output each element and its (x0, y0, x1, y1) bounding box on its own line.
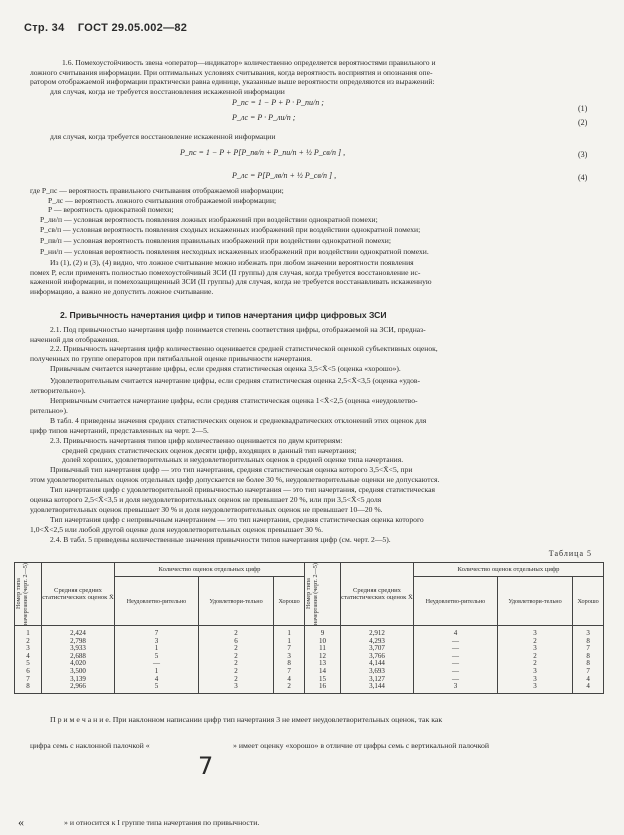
note-line: » и относится к I группе типа начертания по привычности. (64, 818, 260, 827)
conclusion-line: информацию, а важно не допустить ложное считывание. (30, 286, 214, 296)
intro-line: для случая, когда не требуется восстановления искаженной информации (50, 86, 285, 96)
body-line: Удовлетворительным считается начертание цифры, если средняя статистическая оценка 2,5<X̄<3,5 (оценка «удов- (50, 376, 421, 385)
standard-code: ГОСТ 29.05.002—82 (77, 22, 188, 34)
col-type-header: Номер типа начертания (черт. 2—5) (304, 563, 340, 626)
page-number: Стр. 34 (24, 22, 65, 34)
where-line: P_пв/п — условная вероятность появления правильных изображений при воздействии однократной помехи; (40, 236, 391, 245)
body-line: 2.1. Под привычностью начертания цифр понимается степень соответствия цифры, отображаемой на ЗСИ, предназ- (50, 325, 426, 334)
intro-line: ложного считывания информации. При оптимальных условиях считывания, когда вероятность восприятия и опознания опе- (30, 67, 433, 77)
table-row: 8 2,966 5 3 2 16 3,144 3 3 4 (15, 683, 604, 693)
body-line: рительно»). (30, 405, 68, 415)
section-title: 2. Привычность начертания цифр и типов начертания цифр цифровых ЗСИ (60, 310, 387, 320)
table-row: 6 3,500 1 2 7 14 3,693 — 3 7 (15, 668, 604, 676)
body-line: оценка которого 2,5<X̄<3,5 и доля неудовлетворительных оценок не превышает 20 %, или при 3,5<X̄<5 доля (30, 495, 382, 504)
body-line: средней средних статистических оценок десяти цифр, входящих в данный тип начертания; (62, 445, 357, 455)
mid-line: для случая, когда требуется восстановление искаженной информации (50, 132, 276, 141)
where-line: P_св/п — условная вероятность появления сходных искаженных изображений при воздействии однократной помехи; (40, 225, 421, 234)
body-line: 2.3. Привычность начертания типов цифр количественно оценивается по двум критериям: (50, 436, 343, 445)
where-line: где P_пс — вероятность правильного считывания отображаемой информации; (30, 186, 284, 195)
body-line: Привычный тип начертания цифр — это тип начертания, средняя статистическая оценка которого 3,5<X̄<5, при (50, 465, 413, 474)
body-line: Тип начертания цифр с непривычным начертанием — это тип начертания, средняя статистическая оценка которого (50, 515, 424, 524)
body-line: Привычным считается начертание цифры, если средняя статистическая оценка 3,5<X̄<5 (оценка «хорошо»). (50, 364, 401, 373)
note-line: » имеет оценку «хорошо» в отличие от цифры семь с вертикальной палочкой (233, 741, 490, 750)
note-line: цифра семь с наклонной палочкой « (30, 741, 150, 750)
table-row: 2 2,798 3 6 1 10 4,293 — 2 8 (15, 638, 604, 646)
note-line: П р и м е ч а н и е. При наклонном написании цифр тип начертания 3 не имеет неудовлетворительных оценок, так как (50, 715, 443, 724)
vertical-seven-mark: « (18, 815, 24, 829)
body-line: Непривычным считается начертание цифры, если средняя статистическая оценка 1<X̄<2,5 (оценка «неудовлетво- (50, 396, 418, 405)
col-mean-header: Средняя средних статистических оценок X̄ (340, 563, 413, 626)
formula-3: P_пс = 1 − P + P[P_пв/п + P_пи/п + ½ P_св/п ] , (180, 148, 346, 157)
intro-line: 1.6. Помехоустойчивость звена «оператор—индикатор» количественно определяется вероятностями правильного и (62, 58, 436, 67)
slanted-seven-glyph: 7 (198, 752, 214, 780)
body-line: долей хороших, удовлетворительных и неудовлетворительных оценок в средней оценке типа начертания. (62, 455, 404, 464)
formula-4-number: (4) (578, 173, 588, 182)
intro-line: ратором отображаемой информации практически равна единице, указанные выше вероятности определяются из выражений: (30, 77, 435, 86)
body-line: летворительно»). (30, 385, 86, 395)
body-line: полученных по группе операторов при пятибалльной оценке привычности начертания. (30, 353, 312, 363)
body-line: Тип начертания цифр с удовлетворительной привычностью начертания — это тип начертания, средняя статистическая (50, 485, 435, 494)
col-mean-header: Средняя средних статистических оценок X̄ (42, 563, 115, 626)
formula-3-number: (3) (578, 150, 588, 159)
where-line: P_ни/п — условная вероятность появления несходных искаженных изображений при воздействии однократной помехи. (40, 247, 429, 256)
body-line: этом удовлетворительных оценок отдельных цифр допускается не более 30 %, неудовлетворительные оценки не допускаются. (30, 475, 440, 484)
table-row: 7 3,139 4 2 4 15 3,127 — 3 4 (15, 676, 604, 684)
body-line: цифр типов начертаний, представленных на черт. 2—5. (30, 425, 209, 435)
table-row: 5 4,020 — 2 8 13 4,144 — 2 8 (15, 660, 604, 668)
col-good-header: Хорошо (274, 577, 305, 626)
body-line: наченной для отображения. (30, 334, 120, 344)
body-line: удовлетворительных оценок превышает 30 % и доля неудовлетворительных оценок не превышает 10—20 %. (30, 505, 383, 514)
col-ok-header: Удовлетвори-тельно (198, 577, 273, 626)
formula-4: P_лс = P[P_лв/п + ½ P_св/п ] , (232, 171, 337, 180)
body-line: 2.4. В табл. 5 приведены количественные значения привычности типов начертания цифр (см. черт. 2—5). (50, 535, 391, 544)
body-line: В табл. 4 приведены значения средних статистических оценок и среднеквадратических отклонений этих оценок для (50, 416, 427, 425)
formula-2: P_лс = P · P_ли/п ; (232, 113, 296, 122)
table-row: 4 2,688 5 2 3 12 3,766 — 2 8 (15, 653, 604, 661)
formula-2-number: (2) (578, 118, 588, 127)
formula-1-number: (1) (578, 104, 588, 113)
where-line: P_ли/п — условная вероятность появления ложных изображений при воздействии однократной помехи; (40, 215, 378, 224)
col-group-header: Количество оценок отдельных цифр (115, 563, 305, 577)
col-type-header: Номер типа начертания (черт. 2—5) (15, 563, 42, 626)
formula-1: P_пс = 1 − P + P · P_пи/п ; (232, 98, 324, 107)
conclusion-line: Из (1), (2) и (3), (4) видно, что ложное считывание можно избежать при любом значении вероятности появления (50, 258, 414, 267)
table-row: 1 2,424 7 2 1 9 2,912 4 3 3 (15, 626, 604, 638)
body-line: 2.2. Привычность начертания цифр количественно оценивается средней статистической оценкой субъективных оценок, (50, 344, 438, 353)
table-5 (14, 562, 604, 694)
where-line: P — вероятность однократной помехи; (48, 205, 174, 214)
table-caption: Таблица 5 (548, 549, 592, 558)
col-group-header: Количество оценок отдельных цифр (413, 563, 603, 577)
body-line: 1,0<X̄<2,5 или любой другой оценке доля неудовлетворительных оценок превышает 30 %. (30, 525, 323, 534)
conclusion-line: помех P, если применять полностью помехоустойчивый ЗСИ (II группы) для случая, когда требуется восстановление ис- (30, 267, 421, 277)
col-bad-header: Неудовлетво-рительно (115, 577, 199, 626)
col-good-header: Хорошо (573, 577, 604, 626)
table-row: 3 3,933 1 2 7 11 3,707 — 3 7 (15, 645, 604, 653)
page-header (24, 22, 197, 34)
col-bad-header: Неудовлетво-рительно (413, 577, 497, 626)
col-ok-header: Удовлетвори-тельно (497, 577, 572, 626)
conclusion-line: каженной информации, и помехозащищенный ЗСИ (II группы) для случая, когда не требуется восстанавливать искаженную (30, 277, 432, 286)
where-line: P_лс — вероятность ложного считывания отображаемой информации; (48, 195, 277, 205)
